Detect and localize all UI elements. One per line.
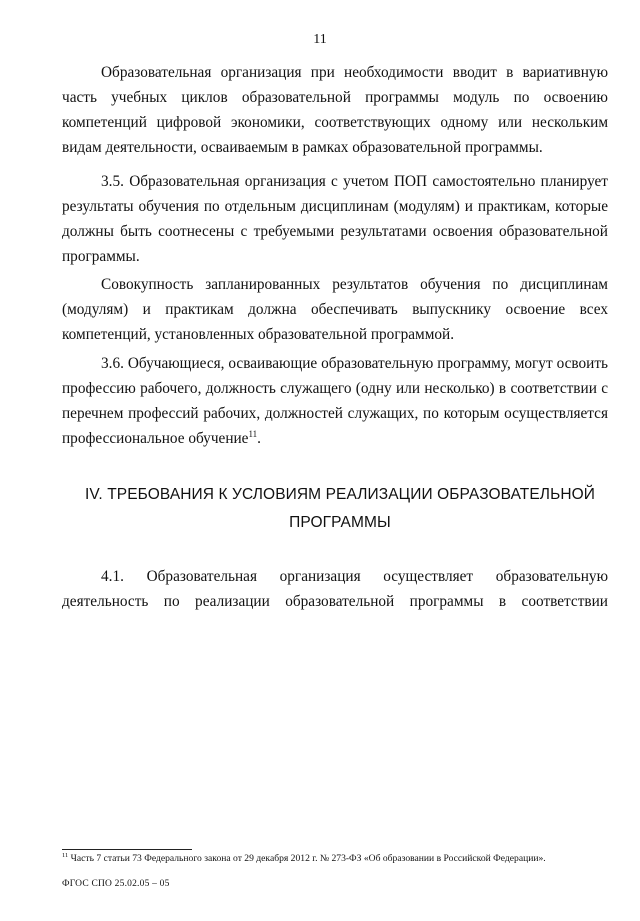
paragraph-planned-results bbox=[62, 272, 608, 347]
section-heading bbox=[60, 481, 620, 537]
paragraph-text bbox=[62, 351, 608, 451]
footnote-marker: 11 bbox=[62, 851, 69, 859]
page-number: 11 bbox=[313, 32, 327, 47]
paragraph-digital-economy-module bbox=[62, 60, 608, 160]
paragraph-4-1 bbox=[62, 564, 608, 614]
paragraph-end: . bbox=[257, 430, 261, 447]
footnote-divider bbox=[62, 849, 192, 850]
paragraph-text: Совокупность запланированных результатов обучения по дисциплинам (модулям) и практикам должна обеспечивать выпускнику освоение всех компетенций, установленных образовательной программой. bbox=[62, 276, 608, 343]
paragraph-text: 4.1. Образовательная организация осуществляет образовательную деятельность по реализации образовательной программы в соответствии bbox=[62, 568, 608, 610]
paragraph-3-5 bbox=[62, 169, 608, 269]
footnote bbox=[62, 852, 622, 866]
paragraph-text: 3.5. Образовательная организация с учетом ПОП самостоятельно планирует результаты обучения по отдельным дисциплинам (модулям) и практикам, которые должны быть соотнесены с требуемыми результатами освоения образовательной программы. bbox=[62, 173, 608, 265]
paragraph-body: 3.6. Обучающиеся, осваивающие образовательную программу, могут освоить профессию рабочего, должность служащего (одну или несколько) в соответствии с перечнем профессий рабочих, должностей служащих, по которым осуществляется профессиональное обучение bbox=[62, 355, 608, 447]
footnote-reference: 11 bbox=[248, 428, 258, 439]
paragraph-3-6 bbox=[62, 351, 608, 451]
paragraph-text: Образовательная организация при необходимости вводит в вариативную часть учебных циклов образовательной программы модуль по освоению компетенций цифровой экономики, соответствующих одному или нескольким видам деятельности, осваиваемым в рамках образовательной программы. bbox=[62, 64, 608, 156]
section-heading-line-1: IV. ТРЕБОВАНИЯ К УСЛОВИЯМ РЕАЛИЗАЦИИ ОБРАЗОВАТЕЛЬНОЙ bbox=[84, 486, 596, 503]
section-heading-line-2: ПРОГРАММЫ bbox=[289, 514, 391, 531]
footnote-text: Часть 7 статьи 73 Федерального закона от 29 декабря 2012 г. № 273-ФЗ «Об образовании в Российской Федерации». bbox=[68, 853, 546, 864]
document-code: ФГОС СПО 25.02.05 – 05 bbox=[62, 879, 170, 889]
